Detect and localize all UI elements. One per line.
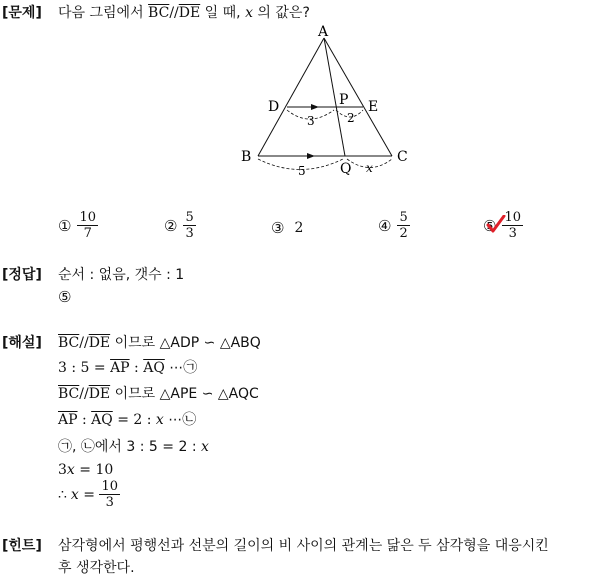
numerator: 5 <box>185 210 194 225</box>
length-bq: 5 <box>298 164 306 178</box>
choice-3[interactable] <box>271 219 303 237</box>
problem-tag: [문제] <box>2 5 42 21</box>
segment-aq: $\overline{AQ}$ <box>143 360 165 376</box>
side-ab <box>258 38 324 156</box>
explanation-line-5 <box>58 436 209 456</box>
explanation-line-1 <box>58 332 261 352</box>
label-a: A <box>318 24 329 40</box>
label-q: Q <box>340 161 352 177</box>
ratio-text: = 2 : <box>112 412 156 428</box>
segment-ap: $\overline{AP}$ <box>110 360 130 376</box>
denominator: 2 <box>399 226 408 241</box>
ratio-text: 3 : 5 = <box>58 360 111 376</box>
label-p: P <box>339 92 349 108</box>
equation-marker: ⋯㉡ <box>163 412 197 428</box>
numerator: 5 <box>399 210 408 225</box>
variable-x: x <box>155 412 164 428</box>
therefore-symbol: ∴ <box>58 486 67 503</box>
equation-rest: = 10 <box>74 462 114 478</box>
choice-5[interactable] <box>483 210 523 241</box>
numerator: 10 <box>79 210 96 225</box>
variable-x: x <box>70 486 79 503</box>
segment-de: $\overline{DE}$ <box>178 5 201 21</box>
denominator: 3 <box>105 495 114 510</box>
segment-bc: $\overline{BC}$ <box>148 5 170 21</box>
answer-line-2: ⑤ <box>58 288 72 306</box>
numerator: 10 <box>504 210 521 225</box>
segment-de: $\overline{DE}$ <box>88 386 111 402</box>
label-e: E <box>368 99 379 115</box>
choice-2[interactable] <box>164 210 196 241</box>
problem-text-mid: 일 때, <box>200 5 246 21</box>
answer-tag: [정답] <box>2 267 42 283</box>
colon: : <box>77 412 92 428</box>
segment-bc: $\overline{BC}$ <box>58 386 80 402</box>
colon: : <box>129 360 144 376</box>
label-c: C <box>397 149 408 165</box>
parallel-symbol: // <box>169 5 179 21</box>
problem-text-suffix: 의 값은? <box>252 5 310 21</box>
length-pe: 2 <box>347 111 355 125</box>
choice-4[interactable] <box>378 210 410 241</box>
equation-marker: ⋯㉠ <box>164 360 198 376</box>
explanation-tag: [해설] <box>2 335 42 351</box>
numerator: 10 <box>101 479 119 494</box>
explanation-line-3 <box>58 383 259 403</box>
explanation-text: ㉠, ㉡에서 3 : 5 = 2 : <box>58 439 201 455</box>
choice-number: ② <box>164 216 178 235</box>
choice-value: 2 <box>294 220 304 236</box>
coefficient: 3 <box>58 462 67 478</box>
length-qc: x <box>366 161 373 175</box>
explanation-line-4 <box>58 409 196 429</box>
explanation-line-7 <box>58 479 120 510</box>
choice-fraction <box>183 210 195 241</box>
hint-line-2: 후 생각한다. <box>58 560 135 576</box>
explanation-line-2 <box>58 357 197 377</box>
choice-fraction <box>77 210 98 241</box>
choice-number <box>483 217 496 235</box>
variable-x: x <box>201 439 209 455</box>
problem-statement <box>58 2 310 22</box>
explanation-text: 이므로 △APE ∽ △AQC <box>110 386 259 402</box>
result-fraction <box>99 479 120 510</box>
choice-number-glyph: ⑤ <box>483 216 497 235</box>
segment-bc: $\overline{BC}$ <box>58 335 80 351</box>
choice-number: ④ <box>378 216 392 235</box>
label-b: B <box>241 149 252 165</box>
checkmark-icon <box>486 215 506 233</box>
answer-line-1: 순서 : 없음, 갯수 : 1 <box>58 267 185 283</box>
equals: = <box>78 486 100 503</box>
parallel-symbol: // <box>79 335 89 351</box>
hint-line-1: 삼각형에서 평행선과 선분의 길이의 비 사이의 관계는 닮은 두 삼각형을 대응시킨 <box>58 538 549 554</box>
segment-ap: $\overline{AP}$ <box>58 412 78 428</box>
label-d: D <box>268 99 280 115</box>
denominator: 3 <box>185 226 194 241</box>
denominator: 3 <box>508 226 517 241</box>
choice-number: ③ <box>271 219 285 237</box>
denominator: 7 <box>83 226 92 241</box>
parallel-symbol: // <box>79 386 89 402</box>
variable-x: x <box>245 5 253 21</box>
segment-de: $\overline{DE}$ <box>88 335 111 351</box>
hint-tag: [힌트] <box>2 538 42 554</box>
explanation-text: 이므로 △ADP ∽ △ABQ <box>110 335 261 351</box>
choice-number: ① <box>58 216 72 235</box>
problem-text-prefix: 다음 그림에서 <box>58 5 149 21</box>
variable-x: x <box>66 462 75 478</box>
segment-aq: $\overline{AQ}$ <box>91 412 113 428</box>
length-dp: 3 <box>307 114 315 128</box>
explanation-line-6 <box>58 462 113 478</box>
choice-1[interactable] <box>58 210 98 241</box>
choice-fraction <box>397 210 409 241</box>
triangle-figure <box>230 22 430 182</box>
